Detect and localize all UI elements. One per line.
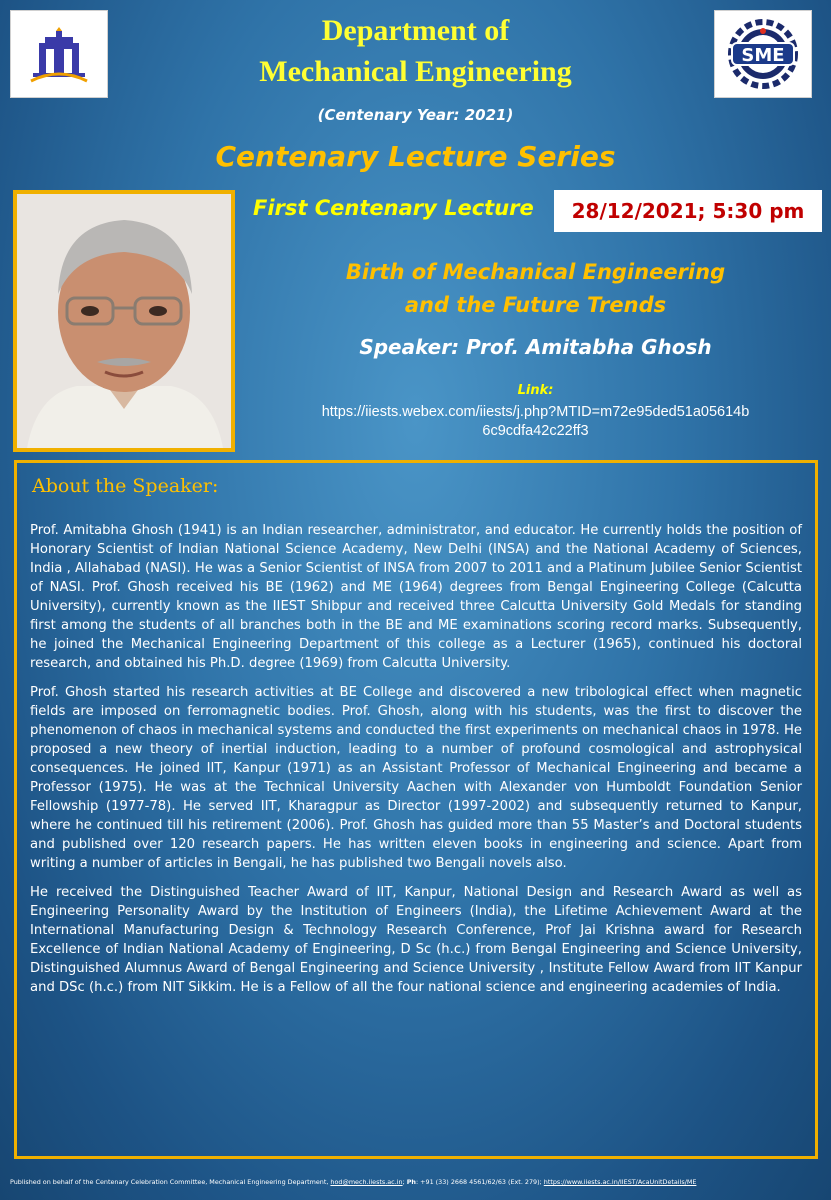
footer-text: Published on behalf of the Centenary Celebration Committee, Mechanical Engineering Department, xyxy=(10,1178,331,1186)
footer xyxy=(10,1178,825,1186)
talk-title xyxy=(240,256,831,322)
department-title-line1: Department of xyxy=(321,14,510,47)
webex-link-line1[interactable]: https://iiests.webex.com/iiests/j.php?MTID=m72e95ded51a05614b xyxy=(321,404,750,420)
webex-link[interactable] xyxy=(240,403,831,441)
bio-paragraph: He received the Distinguished Teacher Award of IIT, Kanpur, National Design and Research Award as well as Engineering Personality Award by the Institution of Engineers (India), the Lifetime Achievement Award at the International Manufacturing Design & Technology Research Conference, Prof Jai Krishna award for Research Excellence of Indian National Academy of Engineering, D Sc (h.c.) from Bengal Engineering and Science University, Distinguished Alumnus Award of Bengal Engineering and Science University , Institute Fellow Award from IIT Kanpur and DSc (h.c.) from NIT Sikkim. He is a Fellow of all the four national science and engineering academies of India. xyxy=(30,885,802,995)
lecture-label: First Centenary Lecture xyxy=(253,196,534,220)
speaker-name: Speaker: Prof. Amitabha Ghosh xyxy=(359,335,712,359)
about-speaker-section xyxy=(14,460,818,1159)
bio-paragraph: Prof. Ghosh started his research activities at BE College and discovered a new tribological effect when magnetic fields are imposed on ferromagnetic bodies. Prof. Ghosh, along with his students, was the first to discover the phenomenon of chaos in mechanical systems and conducted the first experiments on mechanical chaos in 1978. He proposed a new theory of inertial induction, leading to a number of profound cosmological and astrophysical consequences. He joined IIT, Kanpur (1971) as an Assistant Professor of Mechanical Engineering and became a Professor (1975). He was at the Technical University Aachen with Alexander von Humboldt Foundation Senior Fellowship (1977-78). He served IIT, Kharagpur as Director (1997-2002) and subsequently returned to Kanpur, where he continued till his retirement (2006). Prof. Ghosh has guided more than 55 Master’s and Doctoral students and published over 120 research papers. He has written eleven books in engineering and science. Apart from writing a number of articles in Bengali, he has published two Bengali novels also. xyxy=(30,685,802,871)
department-title-line2: Mechanical Engineering xyxy=(259,55,572,88)
about-heading: About the Speaker: xyxy=(32,475,219,497)
talk-title-line1: Birth of Mechanical Engineering xyxy=(345,260,726,284)
footer-separator: ; xyxy=(402,1178,407,1186)
link-label: Link: xyxy=(517,383,554,398)
webex-link-line2[interactable]: 6c9cdfa42c22ff3 xyxy=(482,423,589,439)
footer-email-link[interactable]: hod@mech.iiests.ac.in xyxy=(330,1178,403,1186)
footer-website-link[interactable]: https://www.iiests.ac.in/IIEST/AcaUnitDetails/ME xyxy=(543,1178,697,1186)
lecture-series-title: Centenary Lecture Series xyxy=(215,140,616,173)
lecture-datetime: 28/12/2021; 5:30 pm xyxy=(554,190,822,232)
speaker-photo xyxy=(13,190,235,452)
speaker-portrait-icon xyxy=(17,194,231,448)
footer-phone-label: Ph xyxy=(406,1178,416,1186)
centenary-year: (Centenary Year: 2021) xyxy=(317,106,514,124)
sme-logo-text: SME xyxy=(741,45,785,66)
footer-phone: : +91 (33) 2668 4561/62/63 (Ext. 279); xyxy=(415,1178,544,1186)
bio-paragraph: Prof. Amitabha Ghosh (1941) is an Indian researcher, administrator, and educator. He currently holds the position of Honorary Scientist of Indian National Science Academy, New Delhi (INSA) and the National Academy of Sciences, India , Allahabad (NASI). He was a Senior Scientist of INSA from 2007 to 2011 and a Platinum Jubilee Senior Scientist of NASI. Prof. Ghosh received his BE (1962) and ME (1964) degrees from Bengal Engineering College (Calcutta University), currently known as the IIEST Shibpur and received three Calcutta University Gold Medals for standing first among the students of all branches both in the BE and ME examinations scoring record marks. Subsequently, he joined the Mechanical Engineering Department of this college as a Lecturer (1965), continued his doctoral research, and obtained his Ph.D. degree (1969) from Calcutta University. xyxy=(30,523,802,671)
talk-title-line2: and the Future Trends xyxy=(404,293,667,317)
